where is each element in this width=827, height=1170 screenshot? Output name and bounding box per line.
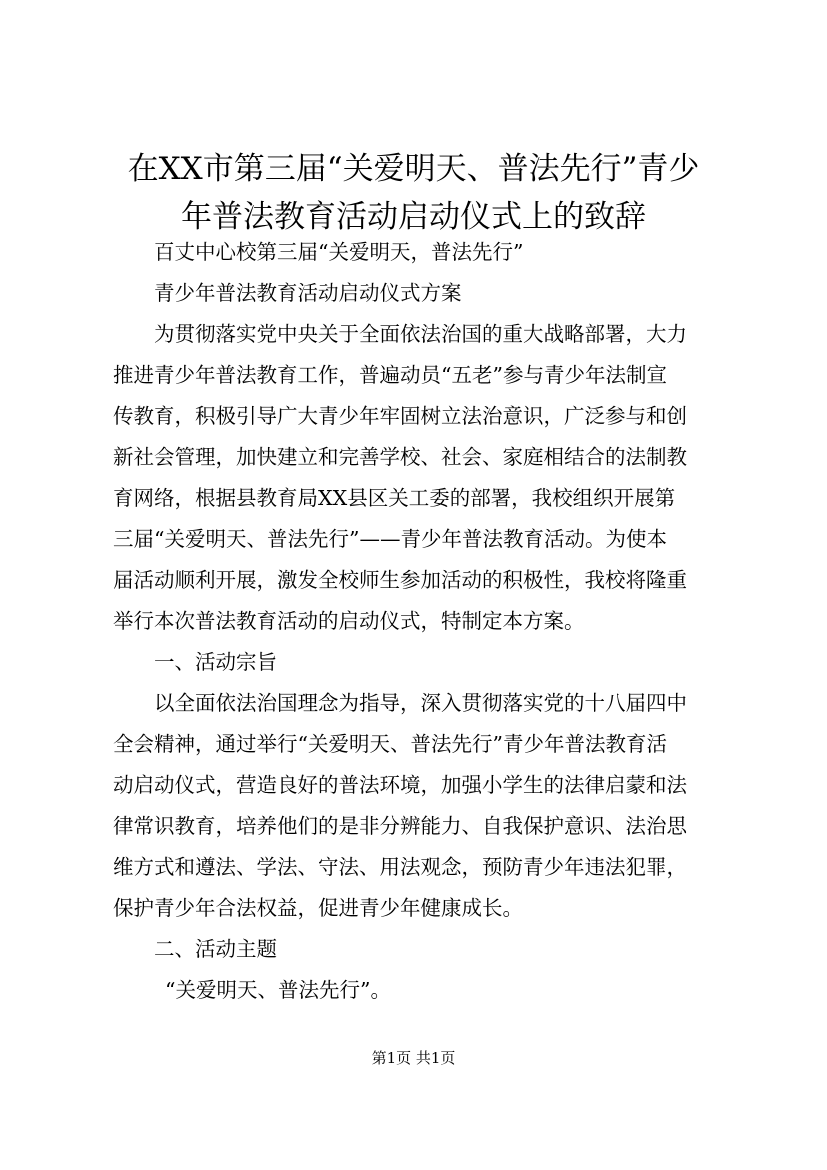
paragraph-line: 保护青少年合法权益，促进青少年健康成长。 xyxy=(113,896,523,920)
paragraph-line: 全会精神，通过举行“关爱明天、普法先行”青少年普法教育活 xyxy=(113,732,667,756)
paragraph-line: 传教育，积极引导广大青少年牢固树立法治意识，广泛参与和创 xyxy=(113,404,687,428)
page-footer: 第1页 共1页 xyxy=(371,1049,456,1067)
paragraph-line: 以全面依法治国理念为指导，深入贯彻落实党的十八届四中 xyxy=(154,691,687,715)
paragraph-line: 为贯彻落实党中央关于全面依法治国的重大战略部署，大力 xyxy=(154,322,687,346)
paragraph-line: 育网络，根据县教育局XX县区关工委的部署，我校组织开展第 xyxy=(113,486,676,510)
section-heading: 二、活动主题 xyxy=(154,937,277,961)
paragraph-line: 动启动仪式，营造良好的普法环境，加强小学生的法律启蒙和法 xyxy=(113,773,687,797)
title-line: 年普法教育活动启动仪式上的致辞 xyxy=(181,199,646,235)
paragraph-line: 举行本次普法教育活动的启动仪式，特制定本方案。 xyxy=(113,609,585,633)
subtitle-line-2: 青少年普法教育活动启动仪式方案 xyxy=(154,281,462,305)
paragraph-line: 推进青少年普法教育工作，普遍动员“五老”参与青少年法制宣 xyxy=(113,363,667,387)
paragraph-line: 维方式和遵法、学法、守法、用法观念，预防青少年违法犯罪， xyxy=(113,855,687,879)
paragraph-line: 届活动顺利开展，激发全校师生参加活动的积极性，我校将隆重 xyxy=(113,568,687,592)
purpose-paragraph xyxy=(113,683,725,929)
intro-paragraph xyxy=(113,314,725,642)
paragraph-line: 新社会管理，加快建立和完善学校、社会、家庭相结合的法制教 xyxy=(113,445,687,469)
section-heading: 一、活动宗旨 xyxy=(154,650,277,674)
title-line: 在XX市第三届“关爱明天、普法先行”青少 xyxy=(127,151,700,187)
theme-text: “关爱明天、普法先行”。 xyxy=(165,978,391,1002)
paragraph-line: 三届“关爱明天、普法先行”——青少年普法教育活动。为使本 xyxy=(113,527,667,551)
document-body xyxy=(113,232,725,1011)
document-title xyxy=(60,145,767,241)
paragraph-line: 律常识教育，培养他们的是非分辨能力、自我保护意识、法治思 xyxy=(113,814,687,838)
subtitle-line-1: 百丈中心校第三届“关爱明天，普法先行” xyxy=(154,240,524,264)
